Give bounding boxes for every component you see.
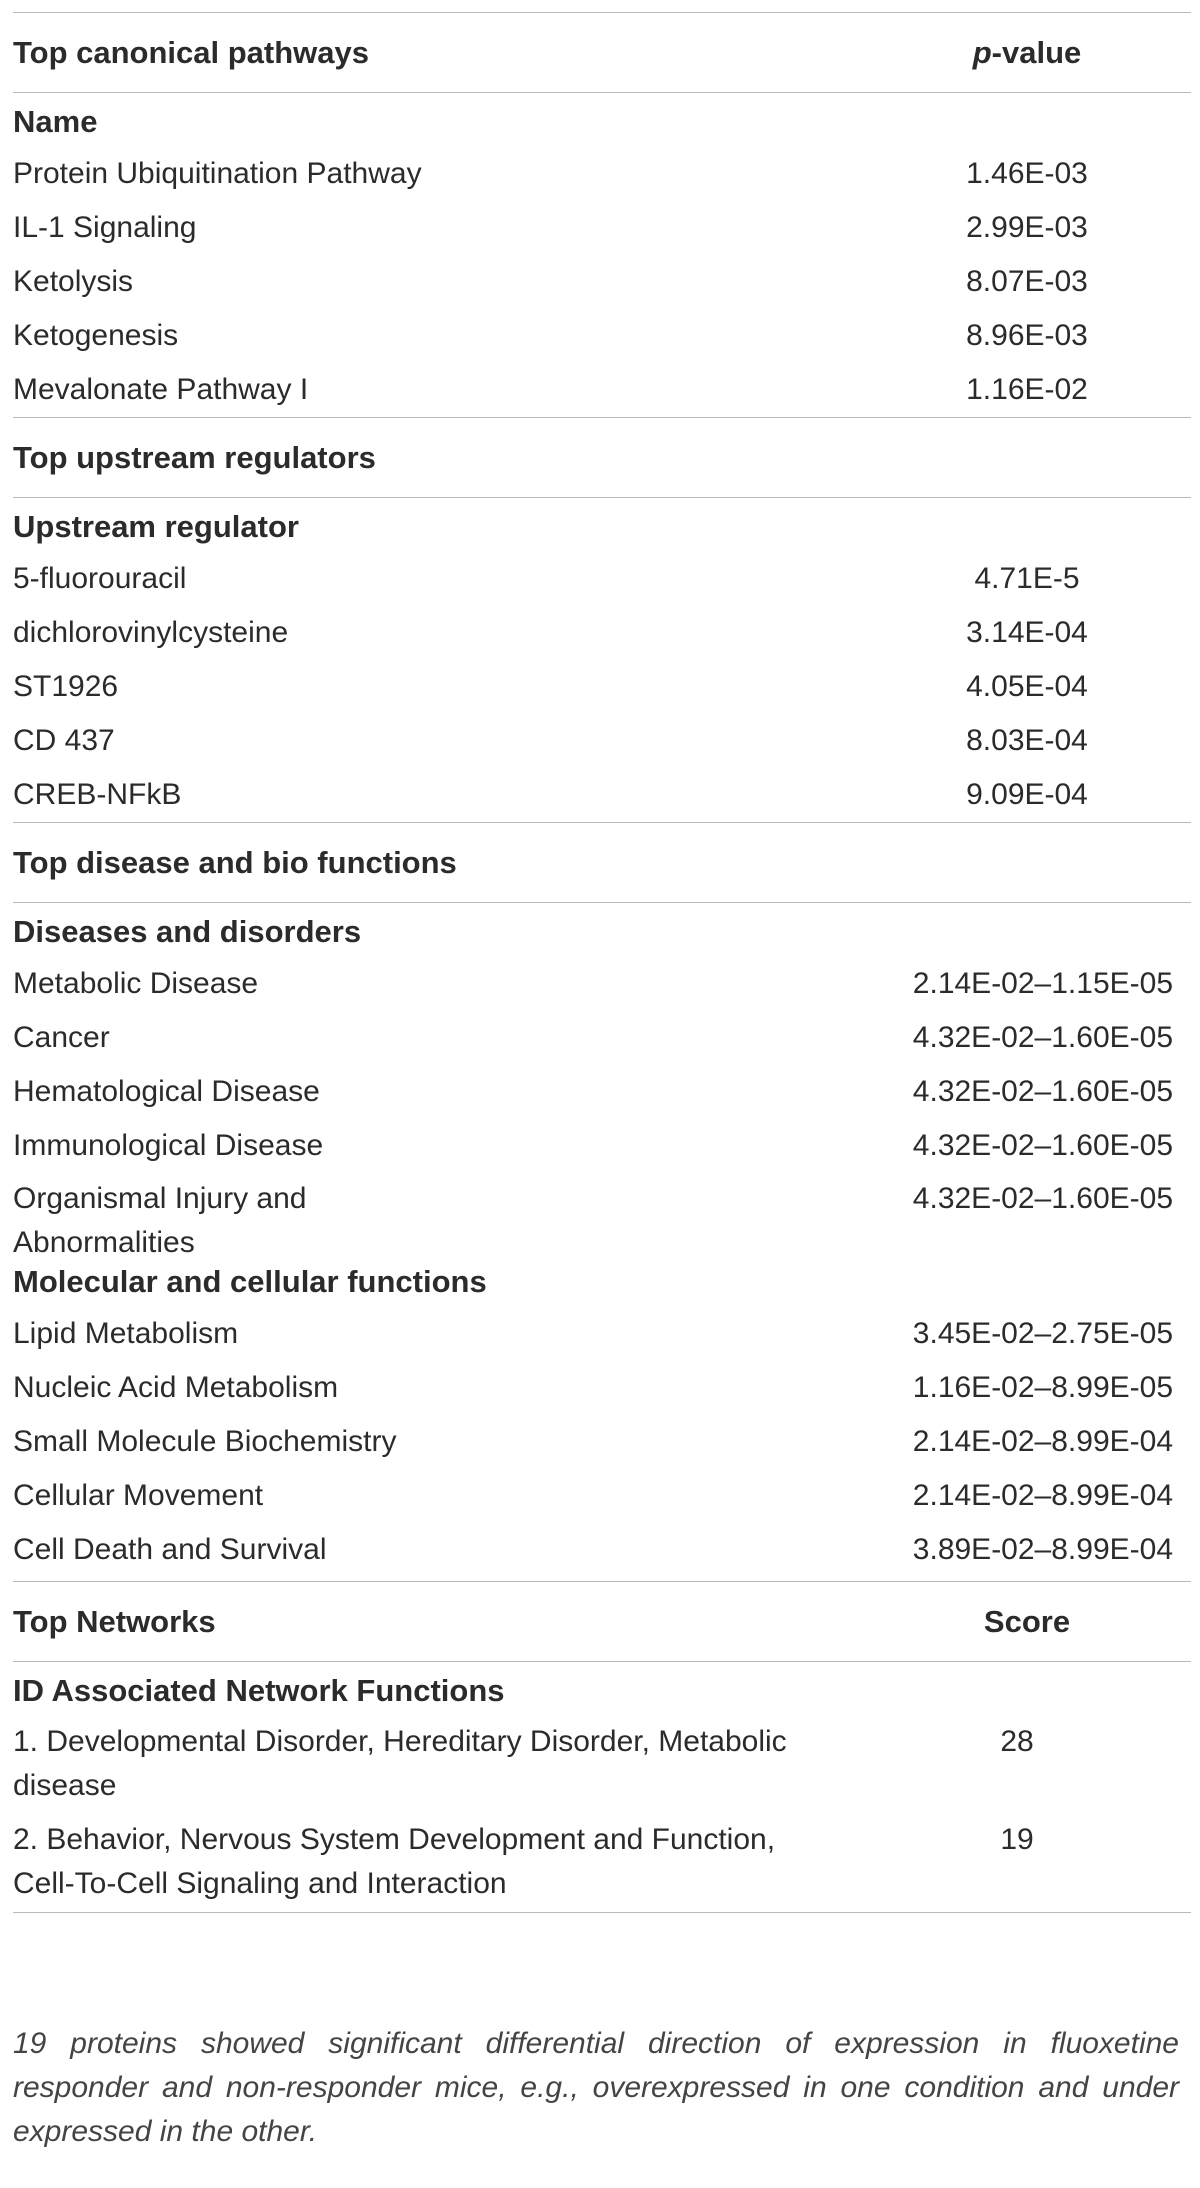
section-header-upstream-regulators xyxy=(13,418,1191,497)
row-label: Lipid Metabolism xyxy=(13,1317,239,1350)
row-label: Small Molecule Biochemistry xyxy=(13,1425,397,1458)
subheader-network-functions: ID Associated Network Functions xyxy=(13,1673,505,1708)
row-label: 1. Developmental Disorder, Hereditary Disorder, Metabolic disease xyxy=(13,1725,787,1802)
row-value: 2.14E-02–8.99E-04 xyxy=(912,1425,1173,1458)
row-label: CD 437 xyxy=(13,724,115,757)
table-row xyxy=(13,201,1191,255)
table-bottom-rule xyxy=(13,1912,1191,1913)
row-label: Metabolic Disease xyxy=(13,967,259,1000)
table-row xyxy=(13,1065,1191,1119)
subheader-upstream-regulator: Upstream regulator xyxy=(13,509,299,544)
table-row xyxy=(13,147,1191,201)
row-label: Hematological Disease xyxy=(13,1075,320,1108)
row-label: Cancer xyxy=(13,1021,110,1054)
pvalue-column-header: p-value xyxy=(972,34,1082,70)
table-row xyxy=(13,552,1191,606)
row-label: Ketogenesis xyxy=(13,319,179,352)
row-label: Organismal Injury and Abnormalities xyxy=(13,1182,307,1259)
table-row xyxy=(13,1173,1191,1261)
row-value: 1.16E-02–8.99E-05 xyxy=(912,1371,1173,1404)
table-row xyxy=(13,660,1191,714)
row-label: Cellular Movement xyxy=(13,1479,264,1512)
row-value: 1.46E-03 xyxy=(966,157,1088,190)
row-value: 9.09E-04 xyxy=(966,778,1088,811)
table-row xyxy=(13,1523,1191,1577)
table-row xyxy=(13,1469,1191,1523)
row-value: 2.99E-03 xyxy=(966,211,1088,244)
section-header-canonical-pathways xyxy=(13,13,1191,92)
table-footnote: 19 proteins showed significant differential direction of expression in fluoxetine responder and non-responder mice, e.g., overexpressed in one condition and under expressed in the other. xyxy=(13,2027,1179,2148)
row-label: Immunological Disease xyxy=(13,1129,324,1162)
table-row xyxy=(13,1716,1191,1814)
table-row xyxy=(13,255,1191,309)
row-value: 4.32E-02–1.60E-05 xyxy=(912,1182,1173,1215)
row-label: Mevalonate Pathway I xyxy=(13,373,309,406)
row-label: CREB-NFkB xyxy=(13,778,182,811)
table-row xyxy=(13,1011,1191,1065)
section-title: Top upstream regulators xyxy=(13,439,376,475)
table-row xyxy=(13,1415,1191,1469)
row-value: 4.32E-02–1.60E-05 xyxy=(912,1075,1173,1108)
row-label: Cell Death and Survival xyxy=(13,1533,327,1566)
row-label: Nucleic Acid Metabolism xyxy=(13,1371,339,1404)
row-label: ST1926 xyxy=(13,670,119,703)
table-row xyxy=(13,363,1191,417)
row-label: IL-1 Signaling xyxy=(13,211,197,244)
table-row xyxy=(13,309,1191,363)
row-label: 2. Behavior, Nervous System Development and Function, Cell-To-Cell Signaling and Interaction xyxy=(13,1823,776,1900)
row-value: 4.71E-5 xyxy=(974,562,1080,595)
table-row xyxy=(13,1119,1191,1173)
row-value: 4.32E-02–1.60E-05 xyxy=(912,1021,1173,1054)
row-value: 8.96E-03 xyxy=(966,319,1088,352)
section-title: Top canonical pathways xyxy=(13,34,370,70)
table-row xyxy=(13,957,1191,1011)
row-value: 2.14E-02–1.15E-05 xyxy=(912,967,1173,1000)
table-row xyxy=(13,1307,1191,1361)
row-value: 3.14E-04 xyxy=(966,616,1088,649)
row-value: 28 xyxy=(1000,1725,1034,1758)
row-value: 1.16E-02 xyxy=(966,373,1088,406)
row-label: 5-fluorouracil xyxy=(13,562,187,595)
row-label: Ketolysis xyxy=(13,265,134,298)
row-value: 4.32E-02–1.60E-05 xyxy=(912,1129,1173,1162)
row-value: 19 xyxy=(1000,1823,1034,1856)
subheader-molecular-cellular-functions: Molecular and cellular functions xyxy=(13,1264,487,1299)
section-header-disease-bio-functions xyxy=(13,823,1191,902)
table-row xyxy=(13,1814,1191,1912)
row-label: Protein Ubiquitination Pathway xyxy=(13,157,422,190)
subheader-diseases-disorders: Diseases and disorders xyxy=(13,914,362,949)
score-column-header: Score xyxy=(983,1603,1071,1639)
row-value: 4.05E-04 xyxy=(966,670,1088,703)
row-value: 3.89E-02–8.99E-04 xyxy=(912,1533,1173,1566)
results-table xyxy=(13,12,1191,1913)
row-value: 8.03E-04 xyxy=(966,724,1088,757)
row-value: 2.14E-02–8.99E-04 xyxy=(912,1479,1173,1512)
table-row xyxy=(13,1361,1191,1415)
row-value: 3.45E-02–2.75E-05 xyxy=(912,1317,1173,1350)
section-title: Top disease and bio functions xyxy=(13,844,457,880)
table-row xyxy=(13,768,1191,822)
table-row xyxy=(13,606,1191,660)
table-row xyxy=(13,714,1191,768)
row-value: 8.07E-03 xyxy=(966,265,1088,298)
subheader-name: Name xyxy=(13,104,98,139)
section-title: Top Networks xyxy=(13,1603,216,1639)
section-header-top-networks xyxy=(13,1582,1191,1661)
row-label: dichlorovinylcysteine xyxy=(13,616,289,649)
